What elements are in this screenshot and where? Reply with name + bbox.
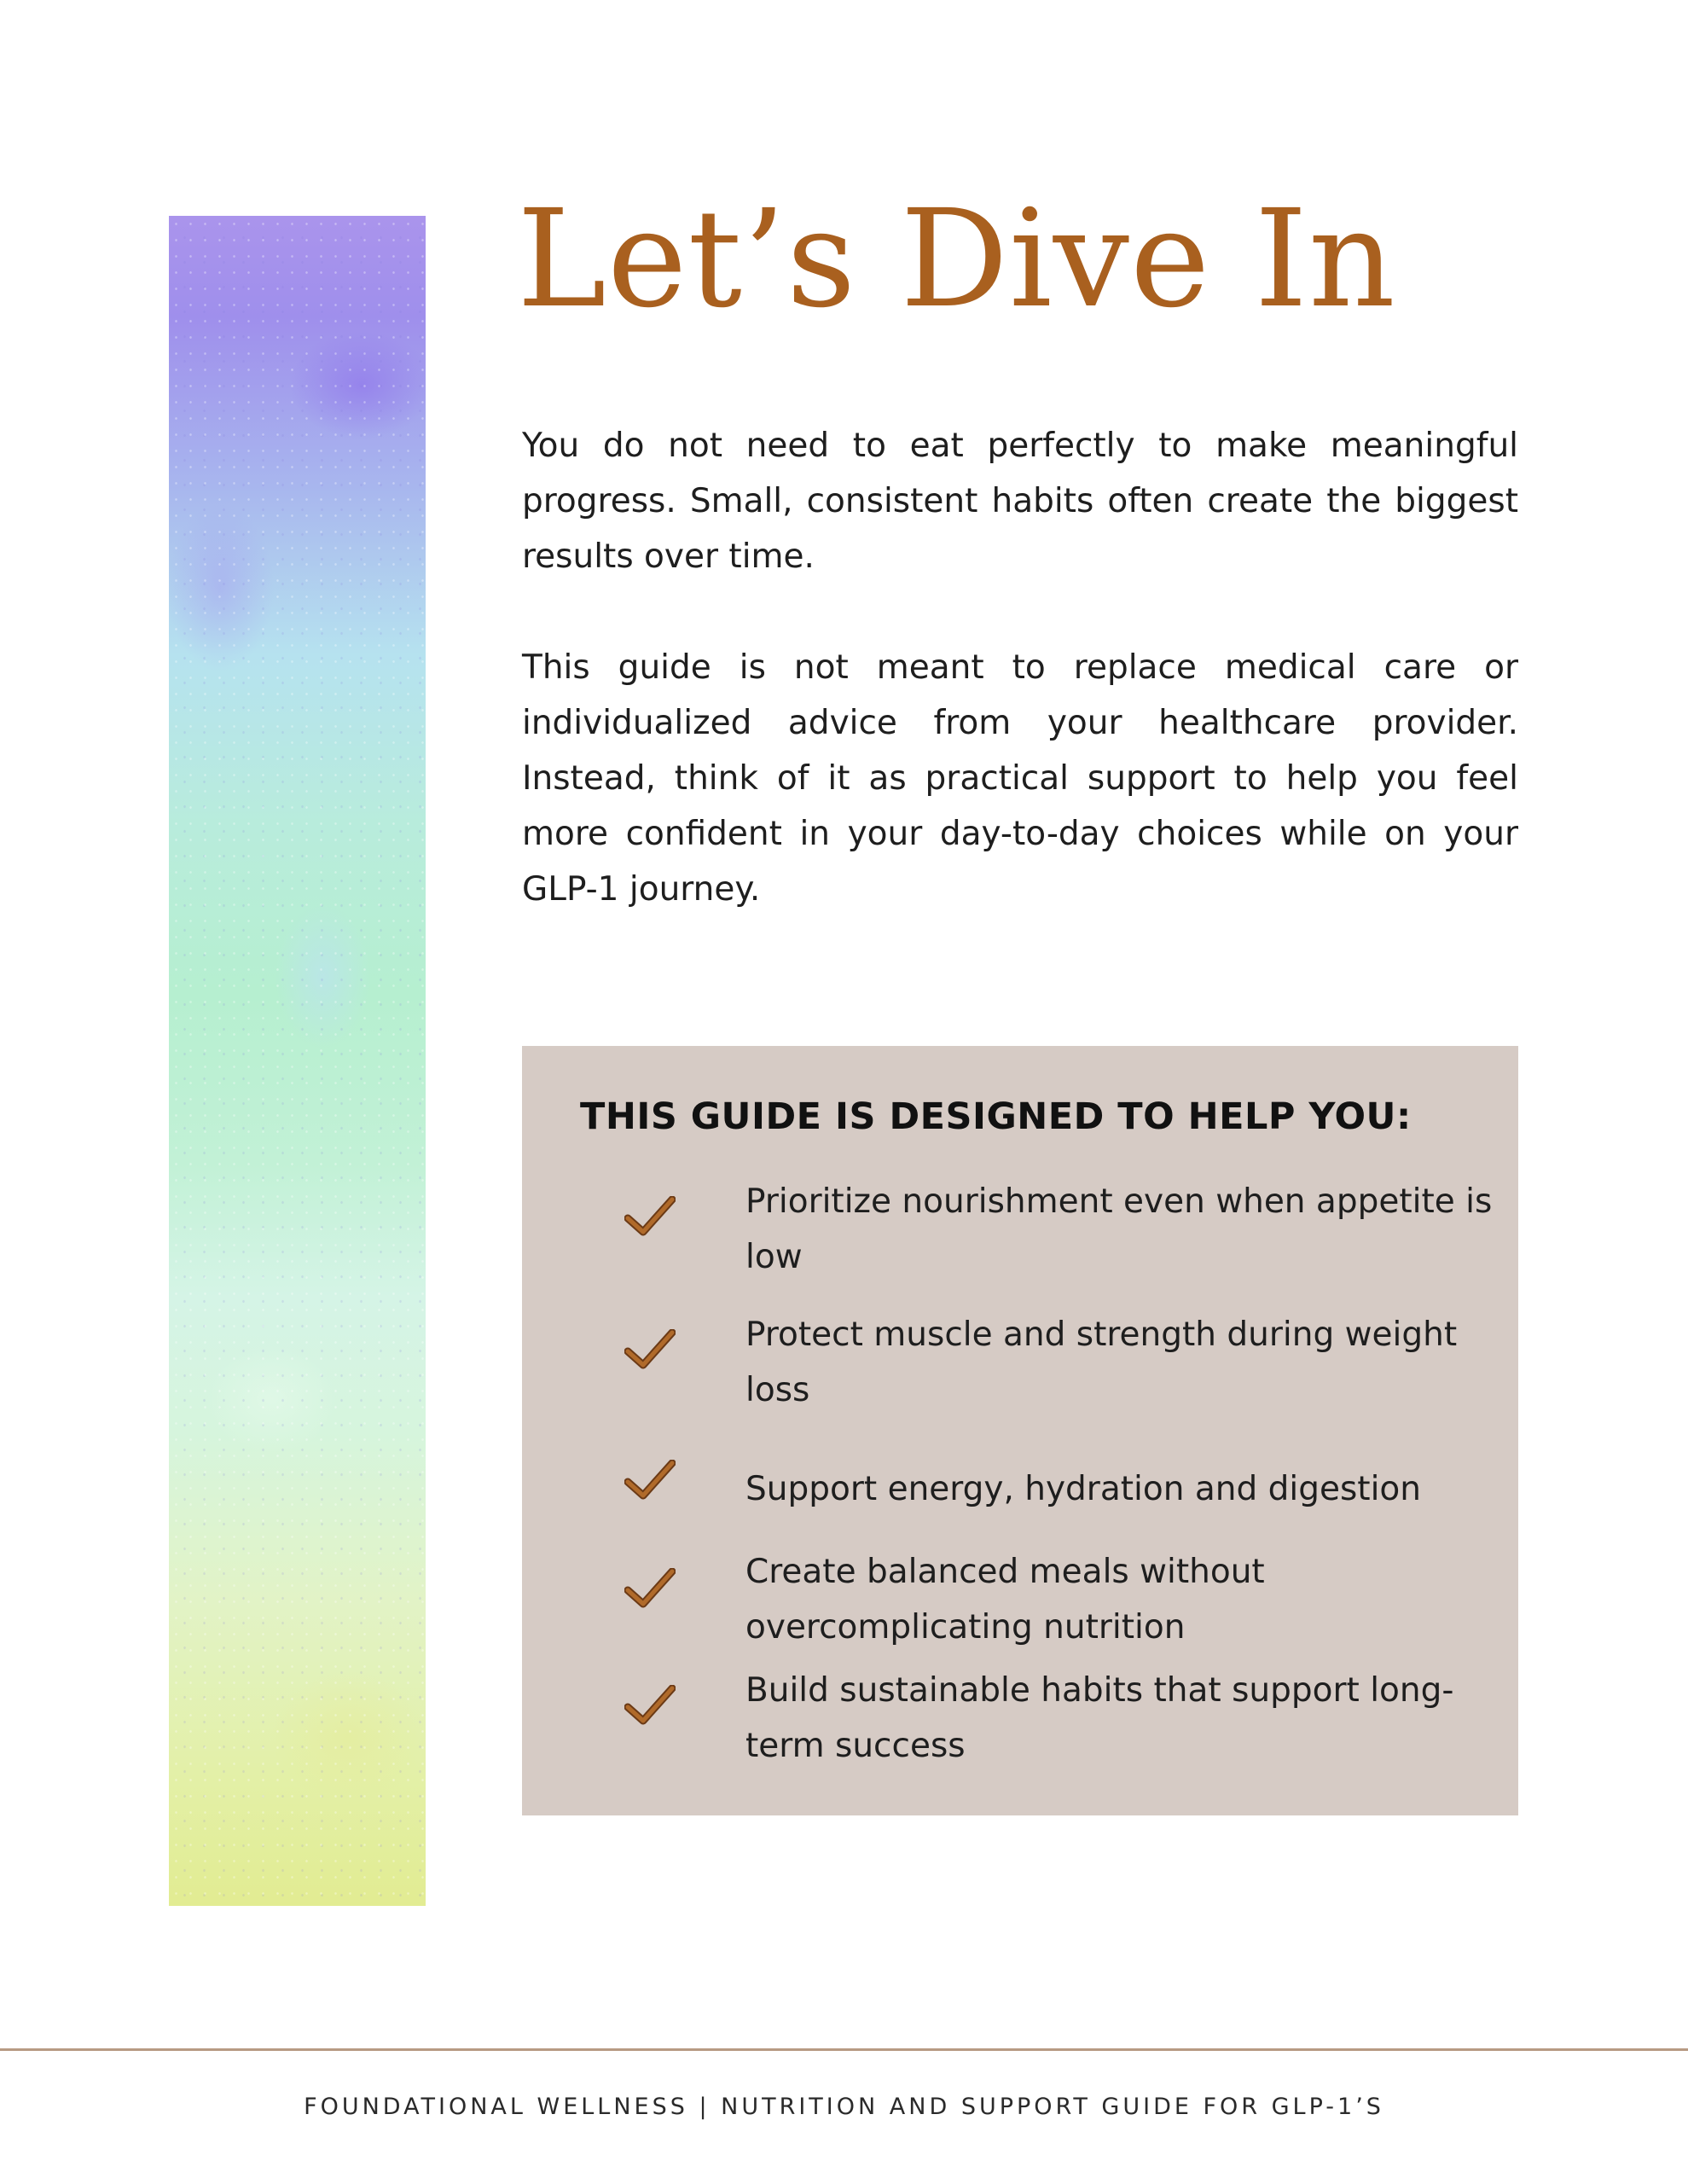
footer-divider: [0, 2048, 1688, 2051]
guide-benefits-box: [522, 1046, 1518, 1815]
checkmark-icon: [624, 1568, 676, 1609]
list-item-text: Create balanced meals without overcomplicating nutrition: [745, 1553, 1265, 1647]
checkmark-icon: [624, 1329, 676, 1370]
checkmark-icon: [624, 1196, 676, 1237]
list-item-text: Build sustainable habits that support long-term success: [745, 1671, 1454, 1765]
list-item-text: Support energy, hydration and digestion: [745, 1470, 1421, 1508]
intro-text: [522, 418, 1518, 973]
watercolor-texture: [169, 216, 426, 1906]
checkmark-icon: [624, 1460, 676, 1501]
list-item-text: Protect muscle and strength during weight loss: [745, 1316, 1458, 1409]
intro-paragraph: You do not need to eat perfectly to make meaningful progress. Small, consistent habits often create the biggest results over time.: [522, 427, 1518, 576]
watercolor-decorative-strip: [169, 216, 426, 1906]
footer-text: FOUNDATIONAL WELLNESS | NUTRITION AND SUPPORT GUIDE FOR GLP-1’S: [304, 2094, 1384, 2120]
guide-benefits-heading: THIS GUIDE IS DESIGNED TO HELP YOU:: [580, 1095, 1412, 1138]
checkmark-icon: [624, 1685, 676, 1726]
list-item-text: Prioritize nourishment even when appetite is low: [745, 1182, 1493, 1276]
intro-paragraph: This guide is not meant to replace medical care or individualized advice from your healthcare provider. Instead, think of it as practical support to help you feel more confident in your day-to-day choices while on your GLP-1 journey.: [522, 648, 1518, 909]
page-title: Let’s Dive In: [517, 181, 1396, 338]
